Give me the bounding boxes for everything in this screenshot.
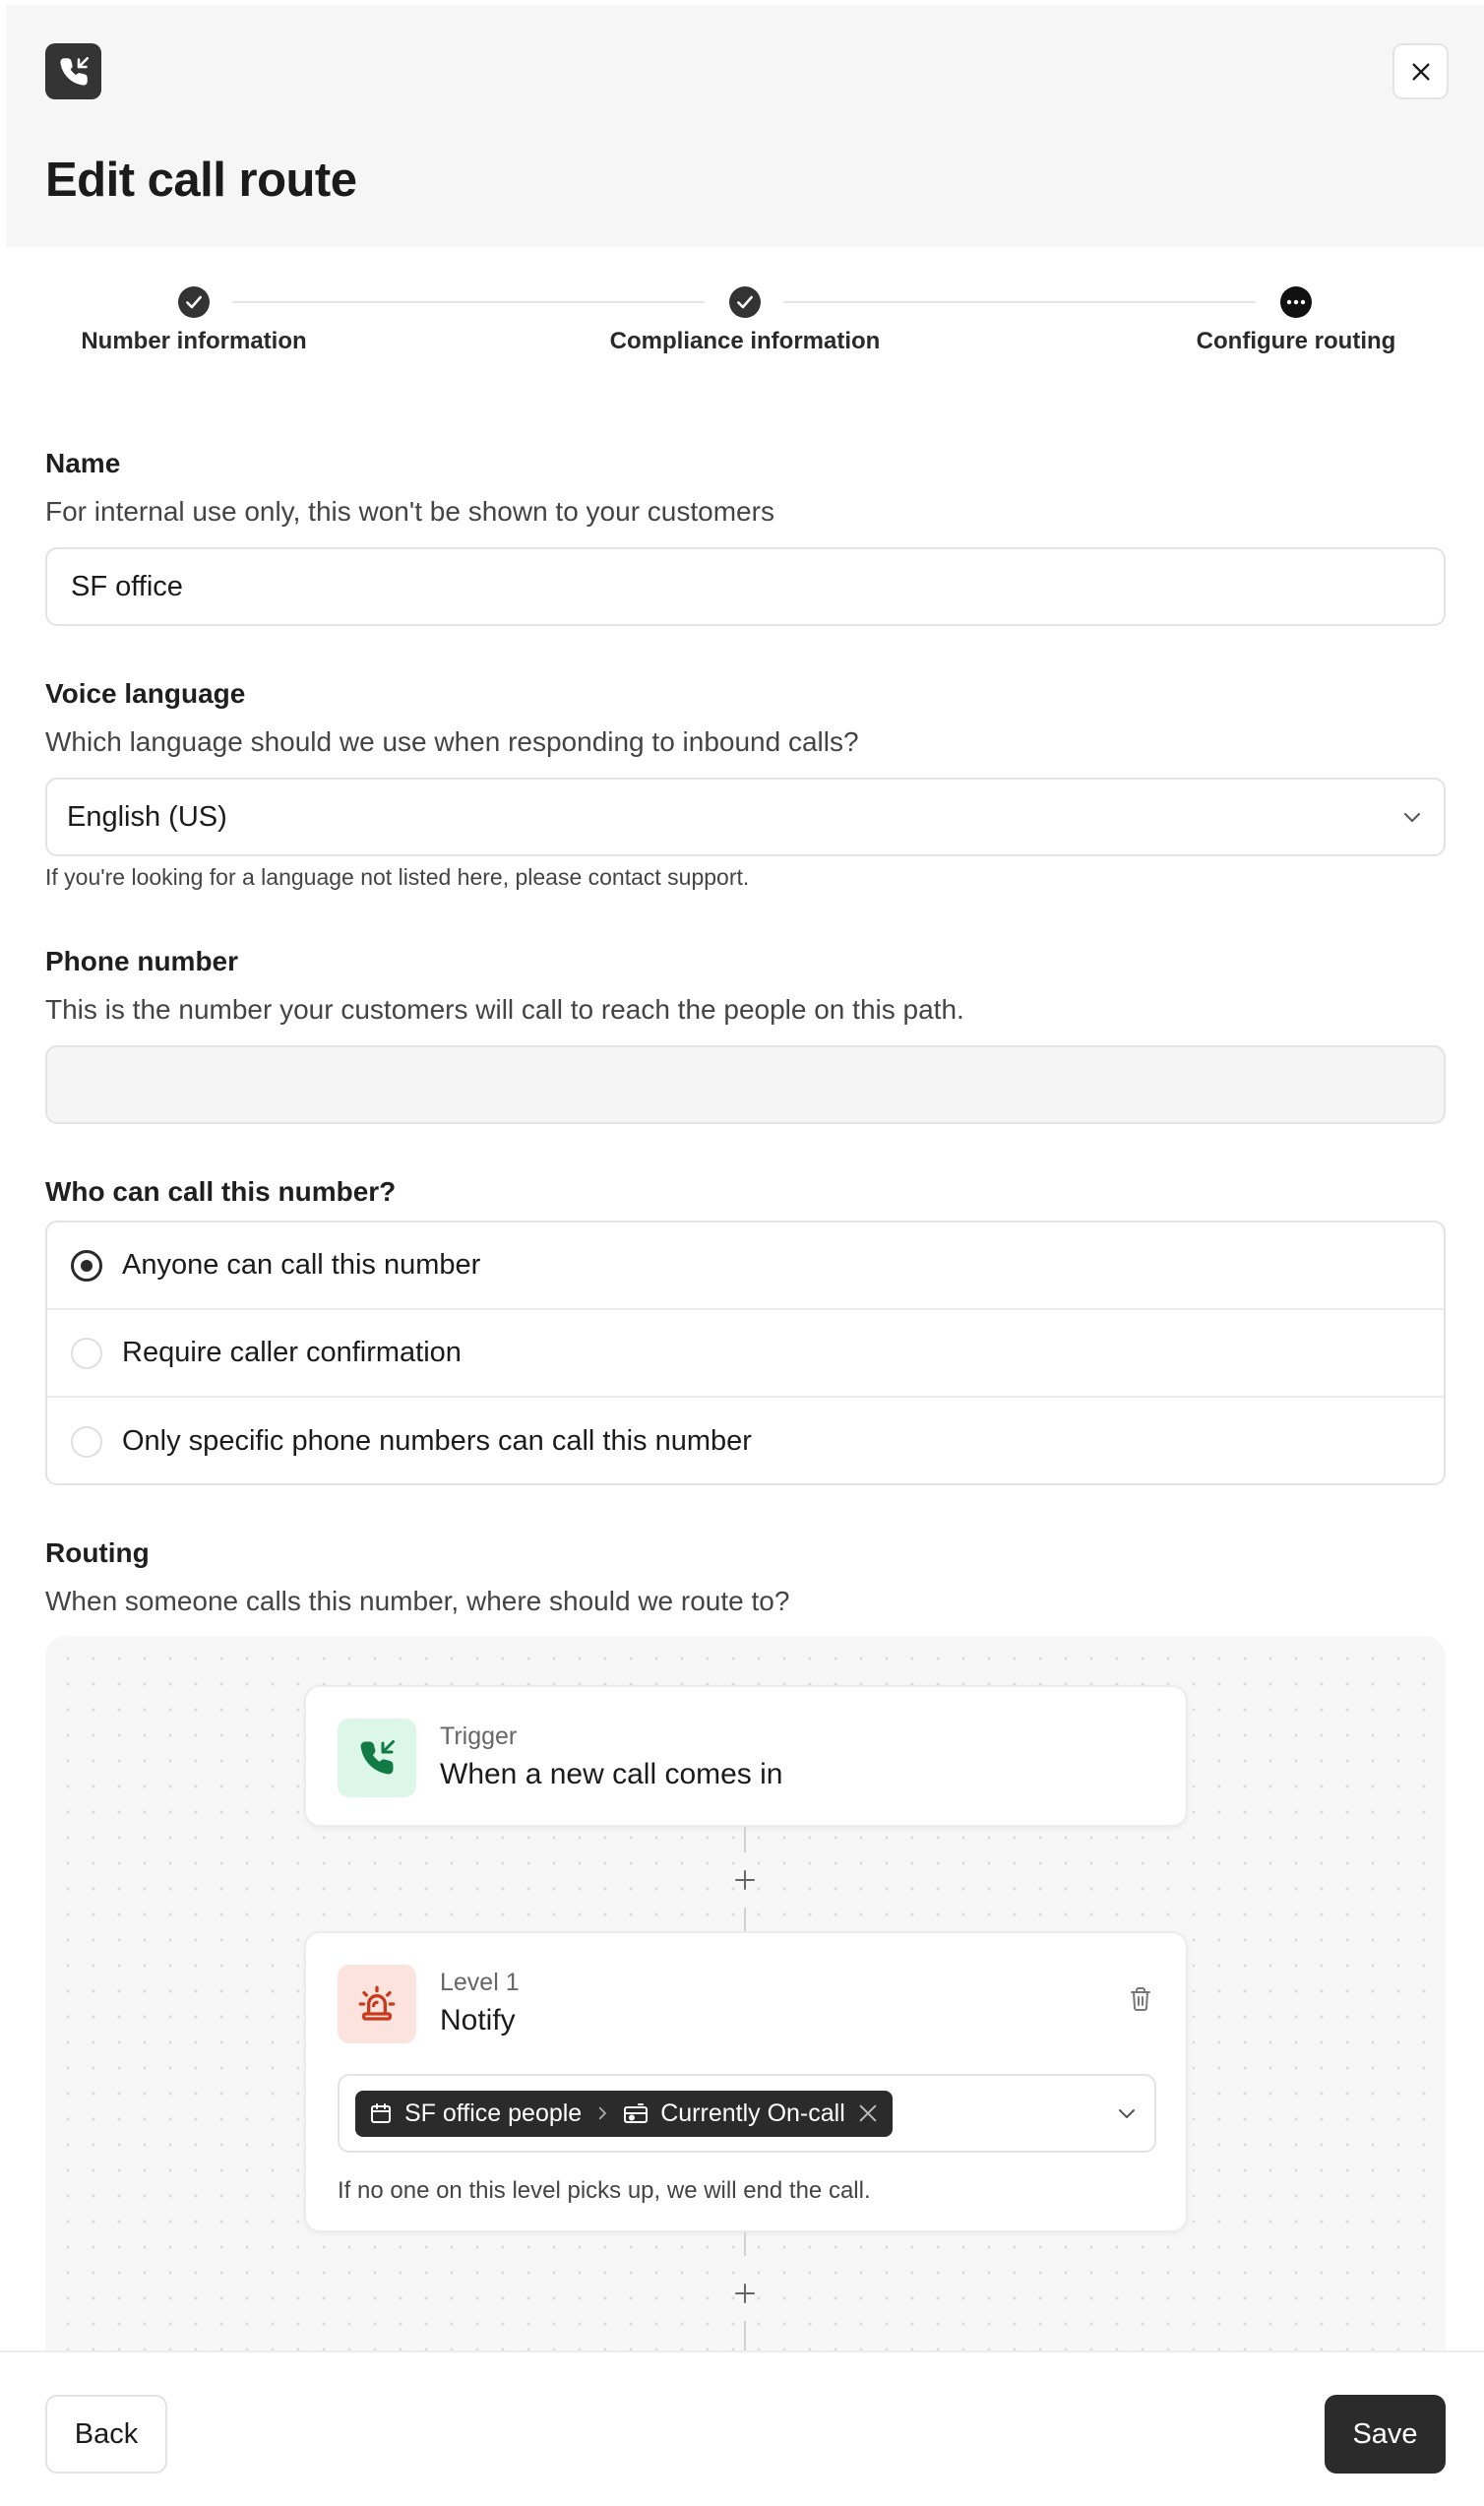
voice-language-help: If you're looking for a language not listed here, please contact support. (45, 864, 750, 890)
voice-language-label: Voice language (45, 678, 246, 709)
dialog-footer (0, 2350, 1484, 2506)
phone-number-label: Phone number (45, 946, 239, 976)
back-button[interactable]: Back (45, 2395, 167, 2474)
level-help: If no one on this level picks up, we will end the call. (338, 2177, 871, 2204)
calendar-icon (369, 2101, 393, 2125)
incoming-call-icon (338, 1719, 416, 1797)
level-kicker: Level 1 (440, 1969, 520, 1996)
step-complete-icon (178, 286, 210, 318)
delete-level-button[interactable] (1129, 1986, 1152, 2017)
plus-icon (733, 1868, 757, 1892)
phone-number-description: This is the number your customers will call to reach the people on this path. (45, 994, 964, 1025)
who-can-call-label: Who can call this number? (45, 1176, 397, 1207)
siren-icon (338, 1965, 416, 2043)
add-step-button[interactable] (726, 1861, 764, 1899)
voice-language-description: Which language should we use when responding to inbound calls? (45, 726, 859, 757)
phone-number-input[interactable] (45, 1045, 1446, 1124)
routing-description: When someone calls this number, where should we route to? (45, 1586, 790, 1616)
page-title: Edit call route (45, 154, 357, 207)
radio-unchecked[interactable] (71, 1338, 102, 1369)
chevron-down-icon (1400, 805, 1424, 829)
rota-icon (623, 2102, 649, 2124)
connector-line (744, 1908, 746, 1931)
add-step-button[interactable] (726, 2275, 764, 2312)
trash-icon (1129, 1986, 1152, 2012)
plus-icon (733, 2282, 757, 2305)
name-label: Name (45, 448, 121, 478)
trigger-kicker: Trigger (440, 1723, 518, 1750)
level-card[interactable] (304, 1931, 1188, 2232)
trigger-title: When a new call comes in (440, 1758, 783, 1790)
option-label: Require caller confirmation (122, 1337, 462, 1368)
notify-target-select[interactable] (338, 2074, 1156, 2153)
option-anyone[interactable] (47, 1222, 1444, 1310)
who-can-call-radio-group (45, 1221, 1446, 1485)
step-compliance-information[interactable]: Compliance information (609, 328, 881, 354)
voice-language-select[interactable] (45, 778, 1446, 856)
rota-name: Currently On-call (660, 2099, 845, 2127)
option-require-confirmation[interactable] (47, 1310, 1444, 1398)
schedule-name: SF office people (404, 2099, 583, 2127)
remove-chip-icon[interactable] (857, 2102, 879, 2124)
option-specific-numbers[interactable] (47, 1398, 1444, 1485)
connector-line (744, 2232, 746, 2256)
step-number-information[interactable]: Number information (81, 328, 307, 354)
step-connector (783, 301, 1256, 303)
level-title: Notify (440, 2004, 516, 2036)
voice-language-value: English (US) (67, 800, 227, 833)
step-complete-icon (729, 286, 761, 318)
radio-checked[interactable] (71, 1250, 102, 1282)
close-icon (1410, 61, 1432, 83)
step-connector (232, 301, 705, 303)
save-button[interactable]: Save (1325, 2395, 1446, 2474)
routing-label: Routing (45, 1537, 150, 1568)
name-description: For internal use only, this won't be shown to your customers (45, 496, 774, 527)
close-button[interactable] (1392, 43, 1449, 99)
chevron-down-icon (1115, 2101, 1139, 2125)
target-chip[interactable] (355, 2091, 893, 2137)
name-input[interactable] (45, 547, 1446, 626)
radio-unchecked[interactable] (71, 1426, 102, 1458)
step-configure-routing[interactable]: Configure routing (1196, 328, 1396, 354)
incoming-call-icon (45, 43, 101, 99)
connector-line (744, 1827, 746, 1852)
step-current-icon (1280, 286, 1312, 318)
dialog-header (6, 5, 1484, 247)
option-label: Anyone can call this number (122, 1249, 481, 1281)
chevron-right-icon (593, 2104, 611, 2122)
option-label: Only specific phone numbers can call this number (122, 1425, 752, 1457)
trigger-card[interactable] (304, 1685, 1188, 1827)
